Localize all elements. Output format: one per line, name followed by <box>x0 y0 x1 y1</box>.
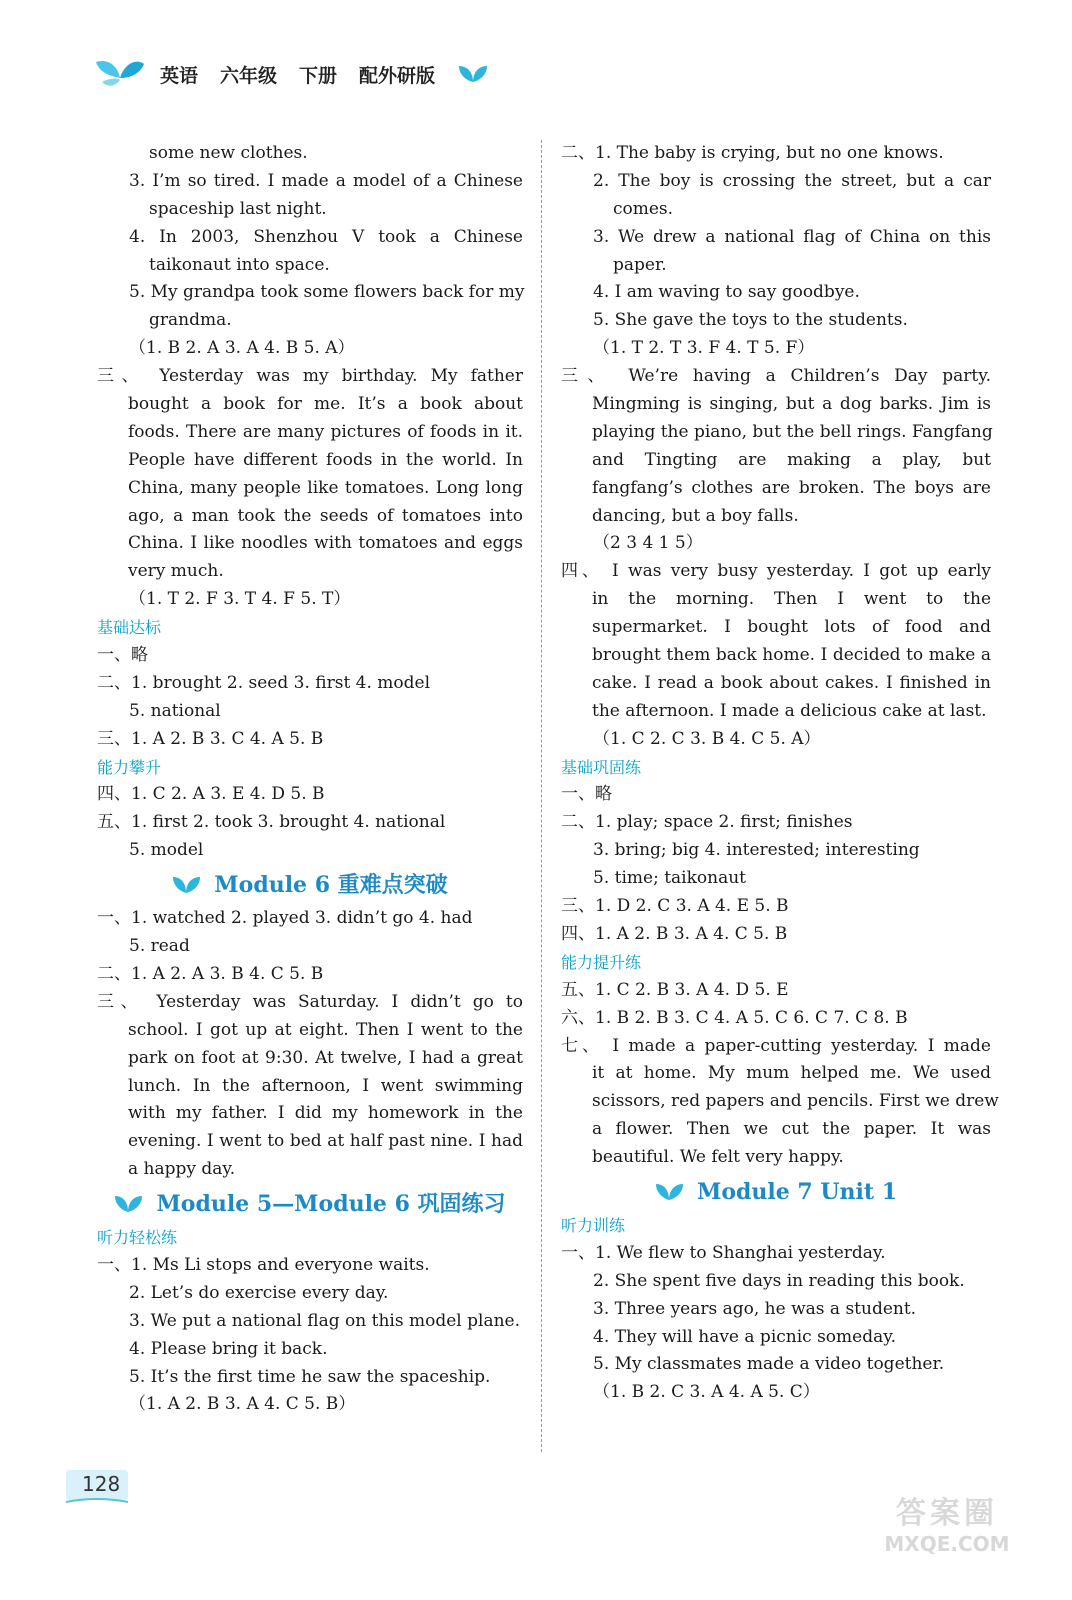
right-column <box>561 140 999 1407</box>
answer-line: brought them back home. I decided to make a <box>592 645 991 666</box>
answer-line: a happy day. <box>128 1159 236 1180</box>
answer-line: playing the piano, but the bell rings. Fangfang <box>592 421 993 442</box>
answer-line: 5. read <box>129 936 190 957</box>
answer-line: 一、1. Ms Li stops and everyone waits. <box>97 1254 430 1275</box>
answer-line: 一、略 <box>561 784 612 805</box>
answer-line: a flower. Then we cut the paper. It was <box>592 1119 991 1140</box>
answer-line: it at home. My mum helped me. We used <box>592 1063 991 1084</box>
module-heading-text: Module 5—Module 6 巩固练习 <box>156 1191 506 1218</box>
answer-line: 二、1. A 2. A 3. B 4. C 5. B <box>97 963 324 984</box>
column-divider <box>541 140 542 1452</box>
answer-line: comes. <box>613 198 674 219</box>
section-label: 听力训练 <box>561 1215 626 1235</box>
answer-line: 四、 I was very busy yesterday. I got up early <box>561 561 991 582</box>
page-header <box>92 54 489 94</box>
answer-line: bought a book for me. It’s a book about <box>128 394 523 415</box>
answer-line: 3. I’m so tired. I made a model of a Chinese <box>129 170 523 191</box>
answer-line: grandma. <box>149 310 232 331</box>
answer-line: 5. She gave the toys to the students. <box>593 310 908 331</box>
answer-line: 一、1. We flew to Shanghai yesterday. <box>561 1242 886 1263</box>
module-heading <box>561 1172 991 1212</box>
answer-line: 四、1. C 2. A 3. E 4. D 5. B <box>97 784 325 805</box>
watermark-title: 答案圈 <box>896 1496 998 1531</box>
answer-line: 3. bring; big 4. interested; interesting <box>593 840 920 861</box>
section-label: 能力提升练 <box>561 952 642 972</box>
answer-line: 2. She spent five days in reading this book. <box>593 1270 965 1291</box>
answer-line: （1. T 2. T 3. F 4. T 5. F） <box>593 338 815 359</box>
module-heading-text: Module 6 重难点突破 <box>214 872 448 899</box>
section-label: 听力轻松练 <box>97 1228 178 1248</box>
answer-line: 二、1. brought 2. seed 3. first 4. model <box>97 672 431 693</box>
answer-line: 三、1. D 2. C 3. A 4. E 5. B <box>561 896 789 917</box>
answer-line: dancing, but a boy falls. <box>592 505 799 526</box>
answer-line: supermarket. I bought lots of food and <box>592 617 991 638</box>
answer-line: the afternoon. I made a delicious cake at last. <box>592 700 987 721</box>
section-label: 基础达标 <box>97 618 162 638</box>
page-number-badge <box>66 1468 128 1508</box>
answer-line: beautiful. We felt very happy. <box>592 1147 844 1168</box>
answer-line: and Tingting are making a play, but <box>592 449 991 470</box>
answer-line: paper. <box>613 254 667 275</box>
header-edition: 配外研版 <box>359 64 436 87</box>
leaf-icon <box>172 874 202 896</box>
answer-line: 2. Let’s do exercise every day. <box>129 1282 389 1303</box>
section-label: 能力攀升 <box>97 757 162 777</box>
answer-line: 4. They will have a picnic someday. <box>593 1326 896 1347</box>
answer-line: 三、1. A 2. B 3. C 4. A 5. B <box>97 728 324 749</box>
answer-line: 二、1. play; space 2. first; finishes <box>561 812 853 833</box>
answer-line: scissors, red papers and pencils. First we drew <box>592 1091 999 1112</box>
answer-line: 五、1. C 2. B 3. A 4. D 5. E <box>561 979 789 1000</box>
answer-line: cake. I read a book about cakes. I finished in <box>592 672 991 693</box>
answer-line: evening. I went to bed at half past nine. I had <box>128 1131 523 1152</box>
answer-line: 六、1. B 2. B 3. C 4. A 5. C 6. C 7. C 8. B <box>561 1007 908 1028</box>
answer-line: with my father. I did my homework in the <box>128 1103 523 1124</box>
answer-line: school. I got up at eight. Then I went to the <box>128 1019 523 1040</box>
module-heading-text: Module 7 Unit 1 <box>696 1178 898 1205</box>
answer-line: some new clothes. <box>149 143 308 163</box>
answer-line: （1. B 2. C 3. A 4. A 5. C） <box>593 1382 820 1403</box>
answer-line: 5. model <box>129 840 204 861</box>
answer-line: 七、 I made a paper-cutting yesterday. I made <box>561 1035 991 1056</box>
answer-line: 4. I am waving to say goodbye. <box>593 282 860 303</box>
butterfly-logo-icon <box>92 56 146 92</box>
answer-line: （1. B 2. A 3. A 4. B 5. A） <box>129 338 355 359</box>
answer-line: 3. We drew a national flag of China on this <box>593 226 991 247</box>
answer-line: 5. time; taikonaut <box>593 868 747 889</box>
answer-line: taikonaut into space. <box>149 254 330 275</box>
answer-line: spaceship last night. <box>149 198 327 219</box>
answer-line: China. I like noodles with tomatoes and eggs <box>128 533 523 554</box>
header-subject: 英语 <box>160 64 199 87</box>
answer-line: 5. My grandpa took some flowers back for my <box>129 282 525 303</box>
answer-line: 一、1. watched 2. played 3. didn’t go 4. had <box>97 908 473 929</box>
answer-line: （2 3 4 1 5） <box>593 533 703 554</box>
answer-line: 2. The boy is crossing the street, but a car <box>593 170 991 191</box>
answer-line: 5. It’s the first time he saw the spaceship. <box>129 1366 491 1387</box>
answer-line: China, many people like tomatoes. Long long <box>128 477 523 498</box>
left-column <box>97 140 523 1419</box>
answer-line: Mingming is singing, but a dog barks. Jim is <box>592 394 991 415</box>
answer-line: park on foot at 9:30. At twelve, I had a great <box>128 1047 523 1068</box>
answer-line: foods. There are many pictures of foods in it. <box>128 421 523 442</box>
answer-line: in the morning. Then I went to the <box>592 589 991 610</box>
answer-line: 三、 We’re having a Children’s Day party. <box>561 366 991 387</box>
answer-line: 四、1. A 2. B 3. A 4. C 5. B <box>561 923 788 944</box>
answer-line: 5. My classmates made a video together. <box>593 1354 945 1375</box>
answer-line: 3. Three years ago, he was a student. <box>593 1298 917 1319</box>
answer-line: 5. national <box>129 700 221 721</box>
answer-line: （1. C 2. C 3. B 4. C 5. A） <box>593 728 821 749</box>
section-label: 基础巩固练 <box>561 757 642 777</box>
answer-line: 一、略 <box>97 645 148 666</box>
module-heading <box>97 1184 523 1224</box>
answer-line: ago, a man took the seeds of tomatoes into <box>128 505 523 526</box>
answer-line: 4. In 2003, Shenzhou V took a Chinese <box>129 226 523 247</box>
header-volume: 下册 <box>299 64 338 87</box>
leaf-icon <box>655 1181 685 1203</box>
leaf-decoration-icon <box>457 62 489 86</box>
answer-line: （1. A 2. B 3. A 4. C 5. B） <box>129 1394 356 1415</box>
module-heading <box>97 865 523 905</box>
watermark-url: MXQE.COM <box>884 1532 1010 1556</box>
answer-line: 五、1. first 2. took 3. brought 4. national <box>97 812 446 833</box>
page-number: 128 <box>82 1472 121 1496</box>
answer-line: 3. We put a national flag on this model plane. <box>129 1310 520 1331</box>
answer-line: 三、 Yesterday was my birthday. My father <box>97 366 523 387</box>
answer-line: lunch. In the afternoon, I went swimming <box>128 1075 523 1096</box>
answer-line: 三、 Yesterday was Saturday. I didn’t go to <box>97 991 523 1012</box>
answer-line: 4. Please bring it back. <box>129 1338 328 1359</box>
leaf-icon <box>114 1193 144 1215</box>
watermark <box>872 1488 1022 1568</box>
answer-line: very much. <box>128 561 224 582</box>
answer-line: 二、1. The baby is crying, but no one knows. <box>561 143 944 163</box>
header-grade: 六年级 <box>220 64 278 87</box>
answer-line: （1. T 2. F 3. T 4. F 5. T） <box>129 589 351 610</box>
answer-line: fangfang’s clothes are broken. The boys are <box>592 477 991 498</box>
answer-line: People have different foods in the world. In <box>128 449 523 470</box>
